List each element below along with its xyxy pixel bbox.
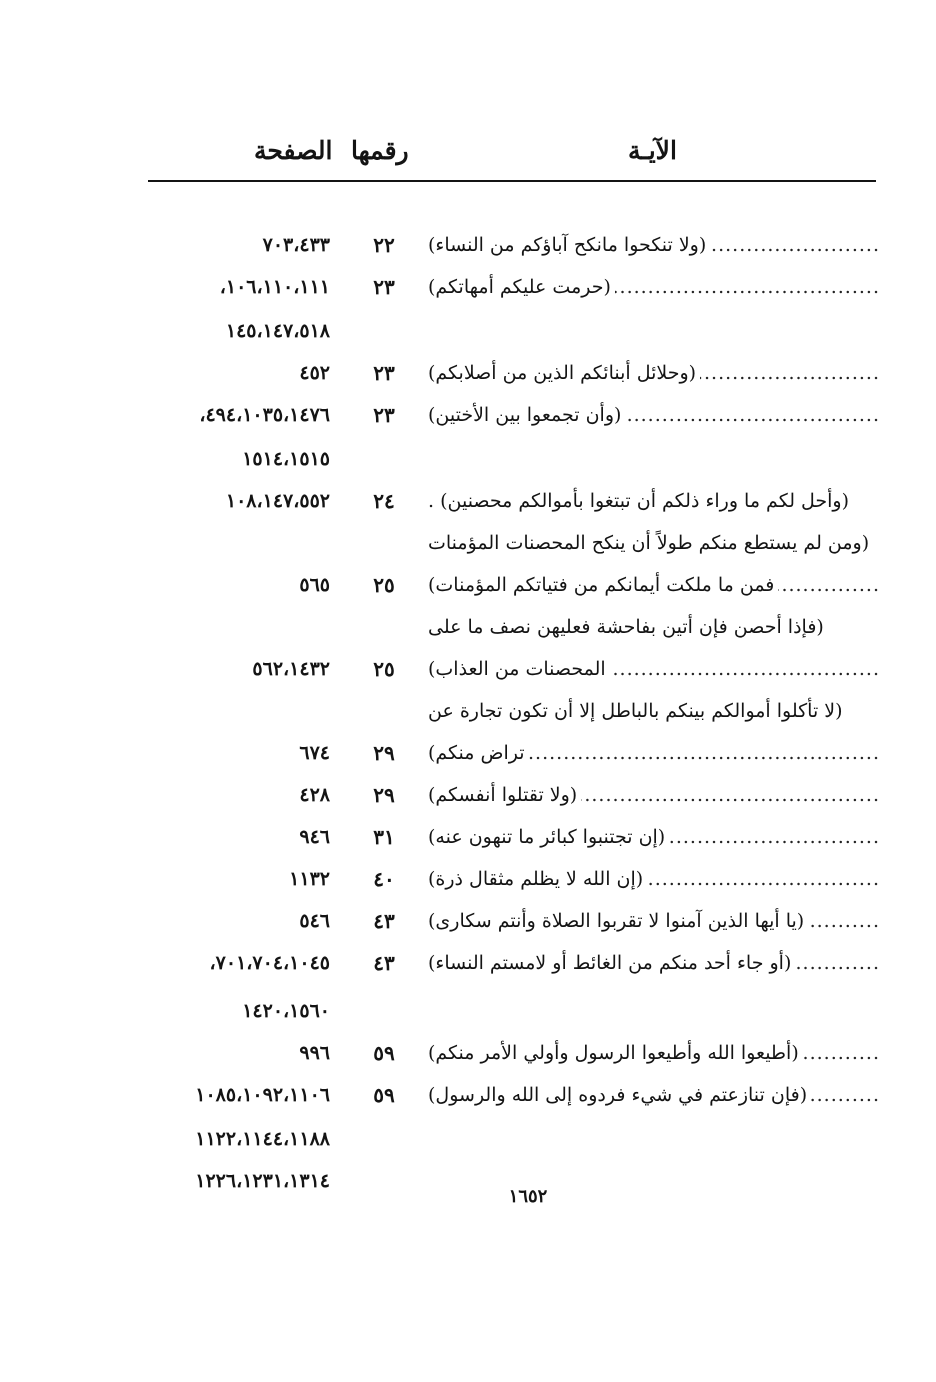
dot-leader [700,360,880,386]
verse-text: (ولا تنكحوا مانكح آباؤكم من النساء) [428,234,707,256]
dot-leader [647,866,880,892]
table-row [0,354,936,394]
page-refs: ١٠٨،١٤٧،٥٥٢ [225,490,330,512]
table-row [0,818,936,858]
table-row [0,566,936,606]
verse-text: المحصنات من العذاب) [428,658,606,680]
dot-leader [615,274,880,300]
dot-leader [625,402,880,428]
verse-number: ٢٣ [373,361,395,385]
table-row [0,992,936,1032]
page-refs: ،٧٠١،٧٠٤،١٠٤٥ [209,952,330,974]
table-row [0,440,936,480]
table-row [0,524,936,564]
table-row [0,608,936,648]
page-refs: ١٥١٤،١٥١٥ [242,448,330,470]
verse-text: (أطيعوا الله وأطيعوا الرسول وأولي الأمر منكم) [428,1042,799,1064]
table-row [0,482,936,522]
verse-text: (يا أيها الذين آمنوا لا تقربوا الصلاة وأنتم سكارى) [428,910,805,932]
column-header-verse: الآيـة [628,136,677,165]
verse-number: ٢٥ [373,657,395,681]
verse-number: ٤٠ [373,867,395,891]
table-row [0,776,936,816]
header-rule [148,180,876,182]
dot-leader [778,572,880,598]
verse-number: ٢٢ [373,233,395,257]
page-refs: ،١٠٦،١١٠،١١١ [219,276,330,298]
dot-leader [529,740,880,766]
table-row [0,1120,936,1160]
dot-leader [610,656,880,682]
verse-text: فمن ما ملكت أيمانكم من فتياتكم المؤمنات) [428,574,775,596]
column-header-number: رقمها [351,136,409,165]
verse-text: (وأن تجمعوا بين الأختين) [428,404,622,426]
verse-text: (أو جاء أحد منكم من الغائط أو لامستم النساء) [428,952,792,974]
page-refs: ١١٢٢،١١٤٤،١١٨٨ [195,1128,330,1150]
verse-text: تراض منكم) [428,742,525,764]
dot-leader [811,1082,880,1108]
page-refs: ٩٤٦ [299,826,330,848]
page-refs: ١٠٨٥،١٠٩٢،١١٠٦ [195,1084,330,1106]
verse-number: ٢٩ [373,741,395,765]
column-header-page: الصفحة [254,136,333,165]
dot-leader [669,824,880,850]
dot-leader [710,232,880,258]
page-refs: ١٤٥،١٤٧،٥١٨ [225,320,330,342]
verse-text: (وحلائل أبنائكم الذين من أصلابكم) [428,362,697,384]
verse-text: (ولا تقتلوا أنفسكم) [428,784,578,806]
page-refs: ٥٦٥ [299,574,330,596]
dot-leader [581,782,880,808]
page-refs: ١٢٢٦،١٢٣١،١٣١٤ [195,1170,330,1192]
verse-number: ٢٥ [373,573,395,597]
verse-number: ٤٣ [373,951,395,975]
page-refs: ١٤٢٠،١٥٦٠ [242,1000,330,1022]
page-refs: ٤٥٢ [299,362,330,384]
table-row [0,226,936,266]
verse-text: (لا تأكلوا أموالكم بينكم بالباطل إلا أن تكون تجارة عن [428,700,843,722]
page-refs: ،٤٩٤،١٠٣٥،١٤٧٦ [199,404,330,426]
table-row [0,902,936,942]
verse-number: ٢٣ [373,275,395,299]
page-refs: ٦٧٤ [299,742,330,764]
table-row [0,650,936,690]
page-refs: ٧٠٣،٤٣٣ [262,234,330,256]
table-row [0,692,936,732]
verse-text: (وأحل لكم ما وراء ذلكم أن تبتغوا بأموالكم محصنين) . [428,490,850,512]
page-refs: ٥٦٢،١٤٣٢ [252,658,330,680]
verse-number: ٢٩ [373,783,395,807]
table-row [0,860,936,900]
dot-leader [808,908,880,934]
verse-text: (حرمت عليكم أمهاتكم) [428,276,611,298]
page-refs: ٤٢٨ [299,784,330,806]
verse-number: ٥٩ [373,1083,395,1107]
page-refs: ٥٤٦ [299,910,330,932]
table-row [0,312,936,352]
dot-leader [803,1040,880,1066]
table-row [0,396,936,436]
page-refs: ٩٩٦ [299,1042,330,1064]
table-row [0,1034,936,1074]
verse-number: ٢٣ [373,403,395,427]
table-row [0,944,936,984]
table-row [0,268,936,308]
verse-text: (فإن تنازعتم في شيء فردوه إلى الله والرسول) [428,1084,808,1106]
dot-leader [795,950,880,976]
verse-number: ٤٣ [373,909,395,933]
table-row [0,1076,936,1116]
table-row [0,1162,936,1202]
page-refs: ١١٣٢ [289,868,330,890]
verse-text: (إن الله لا يظلم مثقال ذرة) [428,868,644,890]
verse-text: (ومن لم يستطع منكم طولاً أن ينكح المحصنات المؤمنات [428,532,870,554]
verse-number: ٣١ [373,825,395,849]
verse-text: (إن تجتنبوا كبائر ما تنهون عنه) [428,826,666,848]
table-row [0,734,936,774]
verse-number: ٥٩ [373,1041,395,1065]
verse-text: (فإذا أحصن فإن أتين بفاحشة فعليهن نصف ما على [428,616,824,638]
page-number: ١٦٥٢ [508,1186,548,1207]
verse-number: ٢٤ [373,489,395,513]
